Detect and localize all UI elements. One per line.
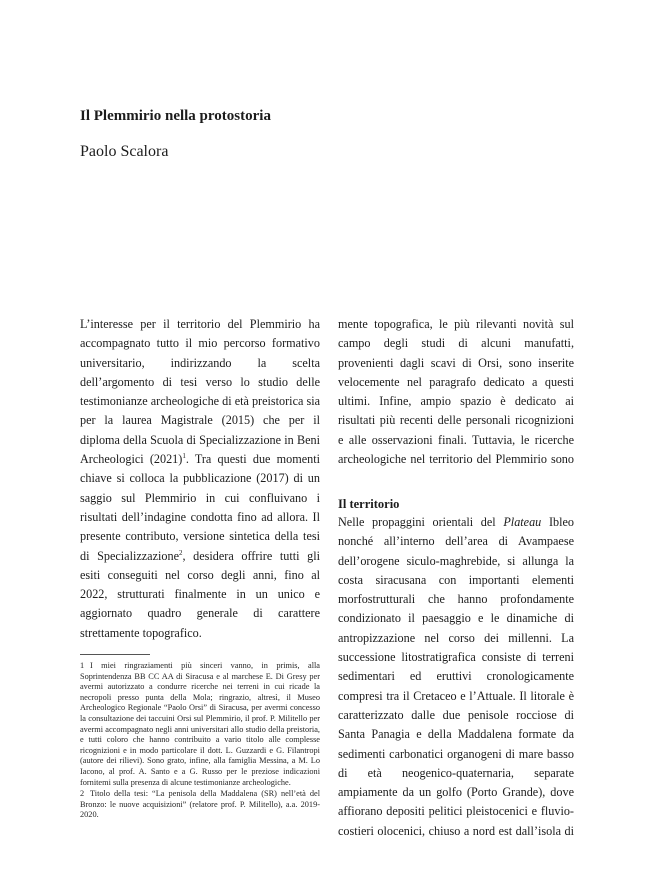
footnote-text: I miei ringraziamenti più sinceri vanno, in primis, alla Soprintendenza BB CC AA di Siracusa e al marchese E. Di Gresy per avermi autorizzato a condurre ricerche nei terreni in cui ricade la necropoli presso punta della Mola; ringrazio, altresì, il Museo Archeologico Regionale “Paolo Orsi” di Siracusa, per avermi concesso la consultazione dei taccuini Orsi sul Plemmirio, il prof. P. Militello per avermi accompagnato negli anni universitari allo studio della preistoria, e tutti coloro che hanno contribuito a vario titolo alle complesse ricognizioni e in modo particolare il dott. L. Guzzardi e G. Filantropi (autore dei rilievi). Sono grato, infine, alla famiglia Messina, a M. Lo Iacono, al prof. A. Santo e a G. Russo per le preziose indicazioni fornitemi sulla presenza di alcune testimonianze archeologiche. xyxy=(80,661,320,787)
left-column xyxy=(80,315,320,640)
article-title: Il Plemmirio nella protostoria xyxy=(80,108,271,124)
footnote-ref-2: 2 xyxy=(178,548,183,557)
author-name: Paolo Scalora xyxy=(80,143,169,160)
footnote-1 xyxy=(80,661,320,788)
footnote-number: 2 xyxy=(80,789,85,799)
footnotes xyxy=(80,661,320,821)
footnote-2 xyxy=(80,789,320,821)
footnote-text: Titolo della tesi: “La penisola della Maddalena (SR) nell’età del Bronzo: le nuove acquisizioni” (relatore prof. P. Militello), a.a. 2019-2020. xyxy=(80,789,320,820)
footnote-divider xyxy=(80,654,150,655)
territorio-text-a: Nelle propaggini orientali del xyxy=(338,515,504,529)
paragraph-continuation: mente topografica, le più rilevanti novità sul campo degli studi di alcuni manufatti, provenienti dagli scavi di Orsi, sono inserite velocemente nel paragrafo dedicato a questi ultimi. Infine, ampio spazio è dedicato ai risultati più recenti delle personali ricognizioni e alle osservazioni finali. Tuttavia, le ricerche archeologiche nel territorio del Plemmirio sono xyxy=(338,317,574,467)
paragraph-intro-text-b: . Tra questi due momenti chiave si colloca la pubblicazione (2017) di un saggio sul Plemmirio in cui confluivano i risultati dell’indagine condotta fino ad allora. Il presente contributo, versione sintetica della tesi di Specializzazione xyxy=(80,452,320,563)
right-column xyxy=(338,315,574,838)
section-heading-territorio: Il territorio xyxy=(338,497,400,511)
footnote-number: 1 xyxy=(80,661,85,670)
paragraph-intro-text-a: L’interesse per il territorio del Plemmirio ha accompagnato tutto il mio percorso formativo universitario, indirizzando la scelta dell’argomento di tesi verso lo studio delle testimonianze archeologiche di età preistorica sia per la laurea Magistrale (2015) che per il diploma della Scuola di Specializzazione in Beni Archeologici (2021) xyxy=(80,317,320,467)
paragraph-intro xyxy=(80,315,320,640)
footnote-ref-1: 1 xyxy=(182,452,186,461)
paragraph-territorio xyxy=(338,513,574,838)
territorio-italic-plateau: Plateau xyxy=(503,515,542,529)
paragraph-intro-text-c: , desidera offrire tutti gli esiti conseguiti nel corso degli anni, fino al 2022, strutturati finalmente in un unico e aggiornato quadro generale di carattere strettamente topografico. xyxy=(80,548,320,640)
territorio-text-b: Ibleo nonché all’interno dell’area di Avampaese dell’orogene siculo-maghrebide, si allunga la costa siracusana con importanti elementi morfostrutturali che hanno profondamente condizionato il paesaggio e le dinamiche di antropizzazione nel corso dei millenni. La successione litostratigrafica consiste di terreni sedimentari ed eruttivi cronologicamente compresi tra il Cretaceo e l’Attuale. Il litorale è caratterizzato dalle due penisole rocciose di Santa Panagia e della Maddalena formate da sedimenti carbonatici organogeni di mare basso di età neogenico-quaternaria, separate ampiamente da un golfo (Porto Grande), dove affiorano depositi pelitici pleistocenici e fluvio-costieri olocenici, chiuso a nord est dall’isola di xyxy=(338,515,574,838)
